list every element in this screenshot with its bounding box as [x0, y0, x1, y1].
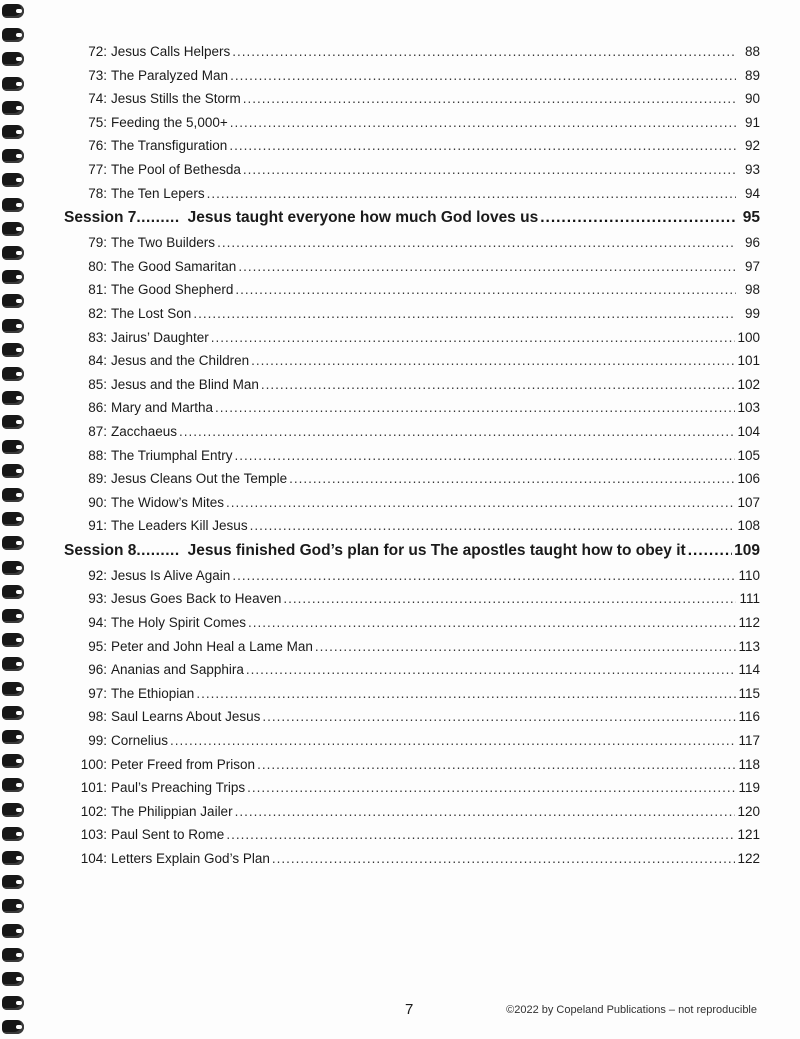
- dot-leader: [235, 804, 736, 819]
- binding-ring: [2, 464, 24, 478]
- entry-number: 93:: [88, 591, 107, 607]
- entry-page-number: 116: [738, 709, 760, 725]
- entry-number: 103:: [80, 827, 107, 843]
- entry-title: The Transfiguration: [111, 138, 228, 154]
- toc-entry: [60, 709, 760, 733]
- toc-entry: [60, 330, 760, 354]
- binding-ring: [2, 827, 24, 841]
- entry-title: Jesus Stills the Storm: [111, 91, 241, 107]
- toc-entry: [60, 400, 760, 424]
- binding-ring: [2, 101, 24, 115]
- toc-entry: [60, 424, 760, 448]
- binding-ring: [2, 536, 24, 550]
- entry-number: 89:: [88, 471, 107, 487]
- toc-entry: [60, 162, 760, 186]
- binding-ring: [2, 222, 24, 236]
- entry-page-number: 103: [737, 400, 760, 416]
- toc-entry: [60, 662, 760, 686]
- entry-page-number: 120: [737, 803, 760, 819]
- toc-entry: [60, 186, 760, 210]
- entry-page-number: 119: [738, 780, 760, 796]
- entry-number: 72:: [88, 44, 107, 59]
- dot-leader: [232, 44, 736, 59]
- entry-title: The Two Builders: [111, 235, 216, 251]
- entry-page-number: 122: [737, 851, 760, 866]
- entry-number: 92:: [88, 567, 107, 583]
- entry-page-number: 94: [744, 185, 760, 201]
- binding-ring: [2, 585, 24, 599]
- entry-page-number: 100: [737, 329, 760, 345]
- dot-leader: [238, 259, 736, 274]
- dot-leader: [246, 662, 736, 677]
- entry-title: The Widow’s Mites: [111, 494, 225, 510]
- binding-ring: [2, 1020, 24, 1034]
- entry-title: Zacchaeus: [111, 423, 178, 439]
- dot-leader: [229, 138, 736, 153]
- toc-entry: [60, 471, 760, 495]
- dot-leader: [170, 733, 736, 748]
- binding-ring: [2, 246, 24, 260]
- dot-leader: [289, 471, 735, 486]
- dot-leader: [215, 400, 735, 415]
- entry-title: The Ten Lepers: [111, 185, 205, 201]
- entry-number: 74:: [88, 91, 107, 107]
- binding-ring: [2, 851, 24, 865]
- session-dots: .........: [136, 541, 180, 559]
- entry-title: Jesus and the Blind Man: [111, 376, 259, 392]
- entry-title: Jesus Cleans Out the Temple: [111, 471, 288, 487]
- entry-title: Jesus Goes Back to Heaven: [111, 591, 282, 607]
- binding-ring: [2, 52, 24, 66]
- entry-title: The Paralyzed Man: [111, 67, 229, 83]
- entry-title: Cornelius: [111, 733, 169, 749]
- binding-ring: [2, 270, 24, 284]
- dot-leader: [688, 542, 732, 560]
- binding-ring: [2, 198, 24, 212]
- dot-leader: [235, 448, 736, 463]
- toc-group-2: [60, 235, 760, 542]
- toc-entry: [60, 115, 760, 139]
- toc-entry: [60, 306, 760, 330]
- entry-title: Letters Explain God’s Plan: [111, 851, 270, 866]
- entry-title: Paul Sent to Rome: [111, 827, 225, 843]
- entry-number: 77:: [88, 161, 107, 177]
- entry-page-number: 117: [738, 733, 760, 749]
- entry-number: 80:: [88, 258, 107, 274]
- dot-leader: [262, 709, 736, 724]
- spiral-binding: [0, 0, 30, 1039]
- toc-entry: [60, 804, 760, 828]
- toc-entry: [60, 686, 760, 710]
- toc-entry: [60, 353, 760, 377]
- entry-title: Jesus and the Children: [111, 353, 250, 369]
- dot-leader: [235, 282, 736, 297]
- entry-page-number: 105: [737, 447, 760, 463]
- dot-leader: [540, 209, 736, 227]
- dot-leader: [217, 235, 736, 250]
- entry-page-number: 91: [744, 114, 760, 130]
- toc-entry: [60, 733, 760, 757]
- entry-page-number: 118: [738, 756, 760, 772]
- binding-ring: [2, 682, 24, 696]
- binding-ring: [2, 609, 24, 623]
- entry-number: 102:: [80, 803, 107, 819]
- entry-number: 75:: [88, 114, 107, 130]
- entry-title: The Leaders Kill Jesus: [111, 518, 248, 534]
- entry-title: Mary and Martha: [111, 400, 214, 416]
- dot-leader: [196, 686, 736, 701]
- toc-entry: [60, 851, 760, 875]
- entry-number: 83:: [88, 329, 107, 345]
- dot-leader: [232, 568, 736, 583]
- session-heading: [60, 209, 760, 235]
- entry-title: Jairus’ Daughter: [111, 329, 209, 345]
- entry-page-number: 89: [744, 67, 760, 83]
- session-page-number: 95: [742, 209, 760, 227]
- session-page-number: 109: [734, 541, 760, 559]
- entry-page-number: 102: [737, 376, 760, 392]
- binding-ring: [2, 488, 24, 502]
- entry-number: 95:: [88, 638, 107, 654]
- binding-ring: [2, 754, 24, 768]
- entry-page-number: 101: [737, 353, 760, 369]
- toc-entry: [60, 44, 760, 68]
- entry-page-number: 99: [744, 305, 760, 321]
- entry-page-number: 114: [738, 662, 760, 678]
- entry-title: The Holy Spirit Comes: [111, 615, 247, 631]
- entry-page-number: 110: [738, 567, 760, 583]
- entry-title: The Ethiopian: [111, 685, 195, 701]
- binding-ring: [2, 972, 24, 986]
- toc-entry: [60, 568, 760, 592]
- binding-ring: [2, 512, 24, 526]
- entry-number: 81:: [88, 282, 107, 298]
- binding-ring: [2, 415, 24, 429]
- entry-page-number: 106: [737, 471, 760, 487]
- dot-leader: [193, 306, 736, 321]
- dot-leader: [315, 639, 736, 654]
- toc-entry: [60, 639, 760, 663]
- toc-entry: [60, 259, 760, 283]
- entry-number: 76:: [88, 138, 107, 154]
- entry-title: Peter Freed from Prison: [111, 756, 256, 772]
- dot-leader: [207, 186, 736, 201]
- entry-number: 101:: [80, 780, 107, 796]
- entry-number: 82:: [88, 305, 107, 321]
- entry-page-number: 112: [738, 615, 760, 631]
- toc-entry: [60, 518, 760, 542]
- dot-leader: [179, 424, 735, 439]
- session-label: Session 7: [64, 209, 137, 227]
- toc-entry: [60, 757, 760, 781]
- dot-leader: [230, 68, 736, 83]
- entry-title: Ananias and Sapphira: [111, 662, 244, 678]
- entry-number: 87:: [88, 423, 107, 439]
- entry-number: 84:: [88, 353, 107, 369]
- toc-entry: [60, 448, 760, 472]
- entry-page-number: 98: [744, 282, 760, 298]
- binding-ring: [2, 391, 24, 405]
- binding-ring: [2, 173, 24, 187]
- entry-number: 88:: [88, 447, 107, 463]
- dot-leader: [226, 495, 735, 510]
- entry-page-number: 107: [737, 494, 760, 510]
- dot-leader: [257, 757, 736, 772]
- binding-ring: [2, 633, 24, 647]
- entry-title: The Good Samaritan: [111, 258, 237, 274]
- binding-ring: [2, 706, 24, 720]
- entry-number: 97:: [88, 685, 107, 701]
- dot-leader: [251, 353, 735, 368]
- entry-page-number: 90: [744, 91, 760, 107]
- table-of-contents: [60, 44, 760, 875]
- entry-title: The Good Shepherd: [111, 282, 234, 298]
- entry-number: 104:: [80, 851, 107, 866]
- session-title: Jesus finished God’s plan for us The apostles taught how to obey it: [187, 541, 686, 559]
- entry-title: Jesus Is Alive Again: [111, 567, 231, 583]
- entry-title: The Triumphal Entry: [111, 447, 233, 463]
- dot-leader: [243, 162, 736, 177]
- binding-ring: [2, 899, 24, 913]
- entry-page-number: 115: [738, 685, 760, 701]
- dot-leader: [261, 377, 736, 392]
- toc-entry: [60, 235, 760, 259]
- dot-leader: [283, 591, 736, 606]
- entry-page-number: 111: [739, 591, 760, 607]
- binding-ring: [2, 149, 24, 163]
- toc-entry: [60, 377, 760, 401]
- entry-number: 78:: [88, 185, 107, 201]
- entry-title: The Pool of Bethesda: [111, 161, 241, 177]
- entry-page-number: 93: [744, 161, 760, 177]
- toc-group-1: [60, 44, 760, 209]
- binding-ring: [2, 319, 24, 333]
- toc-entry: [60, 495, 760, 519]
- entry-number: 73:: [88, 67, 107, 83]
- binding-ring: [2, 343, 24, 357]
- entry-page-number: 88: [744, 44, 760, 59]
- entry-number: 91:: [88, 518, 107, 534]
- entry-title: The Philippian Jailer: [111, 803, 233, 819]
- entry-number: 99:: [88, 733, 107, 749]
- entry-page-number: 92: [744, 138, 760, 154]
- dot-leader: [250, 518, 736, 533]
- toc-group-3: [60, 568, 760, 875]
- toc-entry: [60, 91, 760, 115]
- binding-ring: [2, 125, 24, 139]
- entry-number: 100:: [80, 756, 107, 772]
- entry-page-number: 97: [744, 258, 760, 274]
- entry-page-number: 96: [744, 235, 760, 251]
- entry-title: The Lost Son: [111, 305, 192, 321]
- dot-leader: [226, 827, 735, 842]
- toc-entry: [60, 68, 760, 92]
- dot-leader: [243, 91, 736, 106]
- session-dots: .........: [136, 209, 180, 227]
- entry-title: Peter and John Heal a Lame Man: [111, 638, 313, 654]
- entry-title: Saul Learns About Jesus: [111, 709, 261, 725]
- entry-number: 86:: [88, 400, 107, 416]
- entry-page-number: 121: [737, 827, 760, 843]
- page-number: 7: [405, 1001, 414, 1018]
- toc-entry: [60, 780, 760, 804]
- binding-ring: [2, 803, 24, 817]
- binding-ring: [2, 77, 24, 91]
- entry-number: 90:: [88, 494, 107, 510]
- entry-page-number: 113: [738, 638, 760, 654]
- binding-ring: [2, 28, 24, 42]
- entry-number: 85:: [88, 376, 107, 392]
- entry-number: 98:: [88, 709, 107, 725]
- toc-entry: [60, 282, 760, 306]
- dot-leader: [248, 615, 736, 630]
- entry-page-number: 108: [737, 518, 760, 534]
- dot-leader: [230, 115, 736, 130]
- dot-leader: [247, 780, 736, 795]
- toc-entry: [60, 615, 760, 639]
- entry-title: Jesus Calls Helpers: [111, 44, 231, 59]
- entry-number: 96:: [88, 662, 107, 678]
- entry-number: 94:: [88, 615, 107, 631]
- binding-ring: [2, 294, 24, 308]
- session-heading: [60, 542, 760, 568]
- binding-ring: [2, 996, 24, 1010]
- entry-number: 79:: [88, 235, 107, 251]
- binding-ring: [2, 367, 24, 381]
- binding-ring: [2, 4, 24, 18]
- binding-ring: [2, 561, 24, 575]
- dot-leader: [272, 851, 736, 866]
- toc-entry: [60, 827, 760, 851]
- binding-ring: [2, 778, 24, 792]
- copyright-notice: ©2022 by Copeland Publications – not reproducible: [506, 1004, 757, 1016]
- binding-ring: [2, 440, 24, 454]
- dot-leader: [211, 330, 736, 345]
- entry-title: Paul’s Preaching Trips: [111, 780, 246, 796]
- binding-ring: [2, 948, 24, 962]
- binding-ring: [2, 730, 24, 744]
- toc-entry: [60, 591, 760, 615]
- binding-ring: [2, 924, 24, 938]
- binding-ring: [2, 875, 24, 889]
- entry-title: Feeding the 5,000+: [111, 114, 228, 130]
- binding-ring: [2, 657, 24, 671]
- session-label: Session 8: [64, 541, 137, 559]
- toc-entry: [60, 138, 760, 162]
- session-title: Jesus taught everyone how much God loves us: [187, 209, 539, 227]
- entry-page-number: 104: [737, 423, 760, 439]
